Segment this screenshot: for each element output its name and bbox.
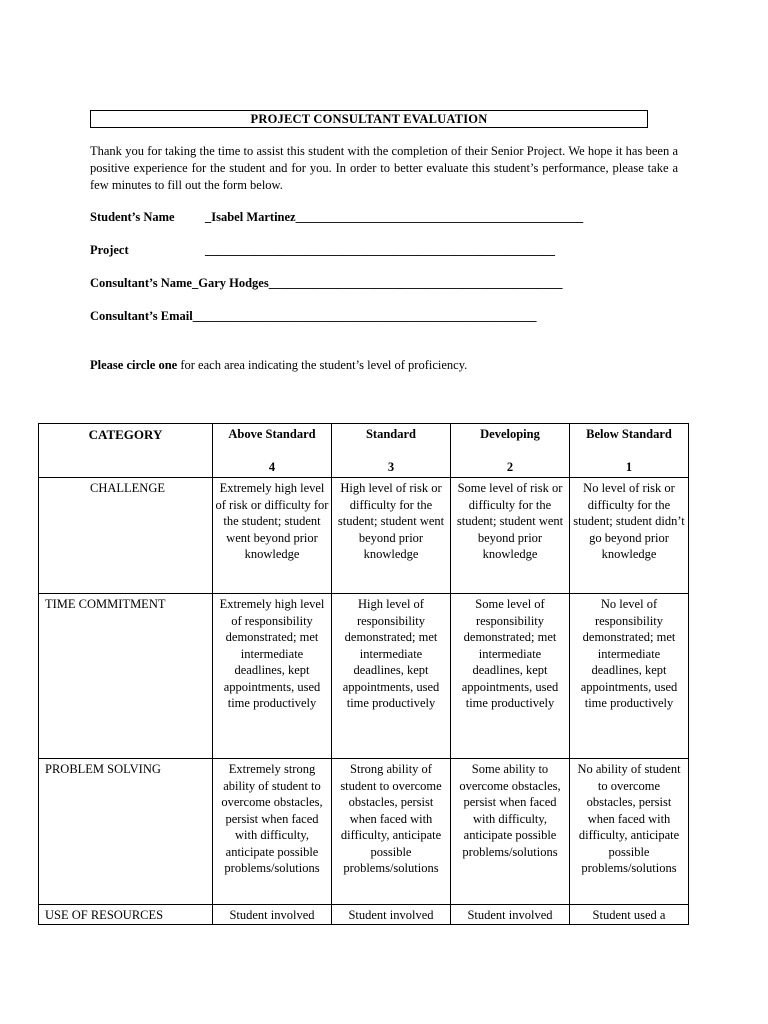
row-category: USE OF RESOURCES (39, 905, 213, 925)
student-name-field (90, 209, 583, 225)
header-below-standard (570, 424, 689, 478)
instruction-text (90, 357, 467, 373)
student-name-value[interactable]: _Isabel Martinez______________________________________________ (205, 210, 584, 224)
header-developing (451, 424, 570, 478)
header-score: 3 (387, 460, 395, 474)
header-category (39, 424, 213, 478)
rubric-cell-above-standard[interactable]: Extremely high level of risk or difficulty for the student; student went beyond prior knowledge (213, 478, 332, 594)
rubric-cell-below-standard[interactable]: Student used a (570, 905, 689, 925)
rubric-cell-below-standard[interactable]: No level of responsibility demonstrated; met intermediate deadlines, kept appointments, used time productively (570, 594, 689, 759)
rubric-cell-developing[interactable]: Student involved (451, 905, 570, 925)
rubric-cell-standard[interactable]: High level of risk or difficulty for the student; student went beyond prior knowledge (332, 478, 451, 594)
rubric-cell-developing[interactable]: Some ability to overcome obstacles, persist when faced with difficulty, anticipate possible problems/solutions (451, 759, 570, 905)
form-title: PROJECT CONSULTANT EVALUATION (90, 110, 648, 128)
rubric-header-row (39, 424, 689, 478)
rubric-row-challenge (39, 478, 689, 594)
project-field (90, 242, 555, 258)
consultant-email-value[interactable]: _______________________________________________________ (192, 309, 537, 323)
consultant-email-label: Consultant’s Email (90, 309, 193, 323)
rubric-cell-developing[interactable]: Some level of risk or difficulty for the student; student went beyond prior knowledge (451, 478, 570, 594)
header-above-standard (213, 424, 332, 478)
header-name: Standard (365, 427, 417, 441)
consultant-name-field (90, 275, 562, 291)
rubric-cell-standard[interactable]: High level of responsibility demonstrated; met intermediate deadlines, kept appointments, used time productively (332, 594, 451, 759)
header-name: Developing (480, 427, 540, 441)
row-category: TIME COMMITMENT (39, 594, 213, 759)
header-score: 2 (506, 460, 514, 474)
rubric-cell-standard[interactable]: Student involved (332, 905, 451, 925)
rubric-row-problem-solving (39, 759, 689, 905)
rubric-cell-above-standard[interactable]: Extremely high level of responsibility demonstrated; met intermediate deadlines, kept appointments, used time productively (213, 594, 332, 759)
student-name-label: Student’s Name (90, 210, 175, 224)
rubric-cell-standard[interactable]: Strong ability of student to overcome obstacles, persist when faced with difficulty, anticipate possible problems/solutions (332, 759, 451, 905)
rubric-cell-developing[interactable]: Some level of responsibility demonstrated; met intermediate deadlines, kept appointments, used time productively (451, 594, 570, 759)
instruction-rest: for each area indicating the student’s level of proficiency. (177, 358, 468, 372)
rubric-cell-below-standard[interactable]: No level of risk or difficulty for the student; student didn’t go beyond prior knowledge (570, 478, 689, 594)
intro-paragraph: Thank you for taking the time to assist this student with the completion of their Senior Project. We hope it has been a positive experience for the student and for you. In order to better evaluate this student’s performance, please take a few minutes to fill out the form below. (90, 144, 678, 192)
header-standard (332, 424, 451, 478)
rubric-row-use-of-resources (39, 905, 689, 925)
header-score: 4 (268, 460, 276, 474)
rubric-cell-above-standard[interactable]: Extremely strong ability of student to overcome obstacles, persist when faced with difficulty, anticipate possible problems/solutions (213, 759, 332, 905)
header-score: 1 (625, 460, 633, 474)
header-name: Above Standard (228, 427, 316, 441)
rubric-row-time-commitment (39, 594, 689, 759)
consultant-name-value[interactable]: _Gary Hodges_______________________________________________ (191, 276, 563, 290)
header-name: CATEGORY (88, 427, 163, 442)
rubric-table (38, 423, 689, 925)
rubric-cell-below-standard[interactable]: No ability of student to overcome obstacles, persist when faced with difficulty, anticipate possible problems/solutions (570, 759, 689, 905)
row-category: CHALLENGE (39, 478, 213, 594)
project-value[interactable]: ________________________________________________________ (205, 243, 555, 257)
consultant-email-field (90, 308, 536, 324)
header-name: Below Standard (586, 427, 672, 441)
consultant-name-label: Consultant’s Name (90, 276, 192, 290)
project-label: Project (90, 243, 129, 257)
row-category: PROBLEM SOLVING (39, 759, 213, 905)
instruction-bold: Please circle one (90, 358, 178, 372)
rubric-cell-above-standard[interactable]: Student involved (213, 905, 332, 925)
